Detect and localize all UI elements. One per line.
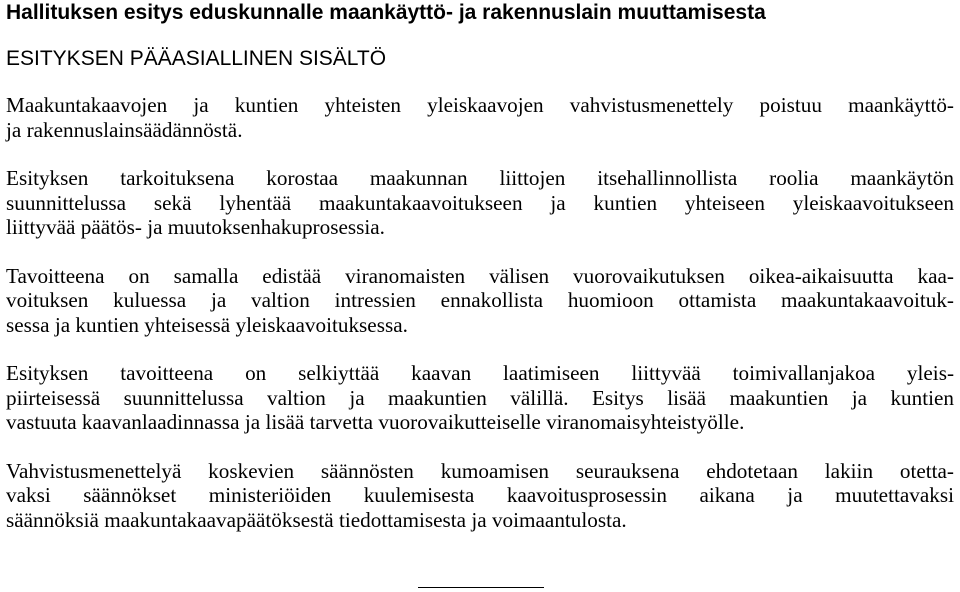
paragraph-line: Esityksen tarkoituksena korostaa maakunnan liittojen itsehallinnollista roolia maankäytön bbox=[6, 166, 954, 190]
paragraph-line: Vahvistusmenettelyä koskevien säännösten kumoamisen seurauksena ehdotetaan lakiin otetta- bbox=[6, 458, 954, 483]
paragraph-line: Tavoitteena on samalla edistää viranomaisten välisen vuorovaikutuksen oikea-aikaisuutta kaa- bbox=[6, 263, 954, 288]
paragraph-line: voituksen kuluessa ja valtion intressien ennakollista huomioon ottamista maakuntakaavoituk- bbox=[6, 288, 954, 312]
paragraph-line: piirteisessä suunnittelussa valtion ja maakuntien välillä. Esitys lisää maakuntien ja kuntien bbox=[6, 385, 954, 410]
end-rule bbox=[418, 587, 544, 588]
paragraph-2 bbox=[6, 166, 954, 240]
paragraph-line: Esityksen tavoitteena on selkiyttää kaavan laatimiseen liittyvää toimivallanjakoa yleis- bbox=[6, 361, 954, 385]
document-title: Hallituksen esitys eduskunnalle maankäyttö- ja rakennuslain muuttamisesta bbox=[6, 1, 766, 24]
paragraph-line: suunnittelussa sekä lyhentää maakuntakaavoitukseen ja kuntien yhteiseen yleiskaavoitukseen bbox=[6, 190, 954, 215]
paragraph-line: liittyvää päätös- ja muutoksenhakuprosessia. bbox=[6, 215, 385, 239]
paragraph-4 bbox=[6, 361, 954, 435]
paragraph-line: vastuuta kaavanlaadinnassa ja lisää tarvetta vuorovaikutteiselle viranomaisyhteistyölle. bbox=[6, 410, 745, 434]
paragraph-line: vaksi säännökset ministeriöiden kuulemisesta kaavoitusprosessin aikana ja muutettavaksi bbox=[6, 483, 954, 507]
paragraph-5 bbox=[6, 459, 954, 533]
section-heading: ESITYKSEN PÄÄASIALLINEN SISÄLTÖ bbox=[6, 47, 387, 70]
paragraph-line: sessa ja kuntien yhteisessä yleiskaavoituksessa. bbox=[6, 312, 408, 337]
paragraph-line: säännöksiä maakuntakaavapäätöksestä tiedottamisesta ja voimaantulosta. bbox=[6, 507, 627, 532]
document-page bbox=[6, 0, 954, 532]
paragraph-1 bbox=[6, 93, 954, 142]
paragraph-line: Maakuntakaavojen ja kuntien yhteisten yleiskaavojen vahvistusmenettely poistuu maankäyttö- bbox=[6, 93, 954, 117]
paragraph-line: ja rakennuslainsäädännöstä. bbox=[6, 117, 243, 142]
paragraph-3 bbox=[6, 264, 954, 338]
